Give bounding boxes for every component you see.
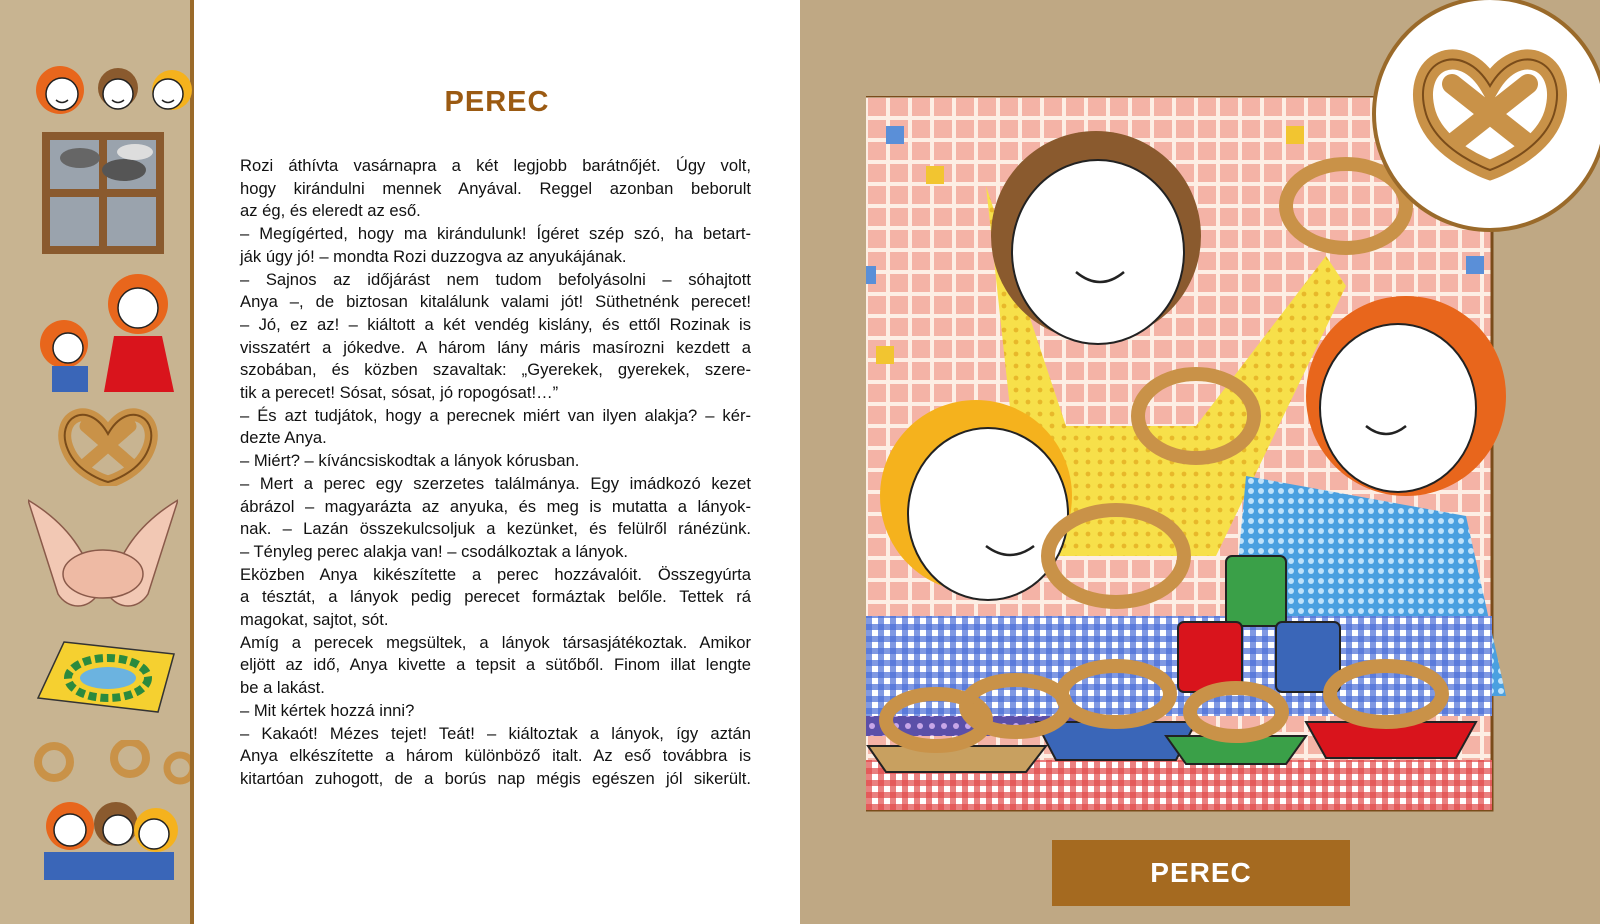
story-line: – Mert a perec egy szerzetes találmánya. Egy imádkozó kezet [240,473,751,493]
story-line: Amíg a perecek megsültek, a lányok társasjátékoztak. Amikor [240,632,751,652]
corner-pretzel-badge [1370,0,1600,234]
story-line: a tésztát, a lányok pedig perecet formáztak belőle. Tettek rá [240,587,751,607]
story-line: – Megígérted, hogy ma kirándulunk! Ígéret szép szó, ha betart- [240,224,751,244]
three-girls-icon [30,48,206,128]
story-line: hogy kirándulni mennek Anyával. Reggel azonban beborult [240,178,751,198]
caption-badge: PEREC [1052,840,1350,906]
story-line: tik a perecet! Sósat, sósat, jó ropogósat!…” [240,383,559,403]
left-icon-strip [0,0,194,924]
story-line: az ég, és eleredt az eső. [240,201,421,221]
story-line: be a lakást. [240,678,325,698]
arguing-girls-icon [34,266,184,396]
story-line: – Kakaót! Mézes tejet! Teát! – kiáltoztak a lányok, így aztán [240,723,751,743]
board-game-icon [34,632,184,718]
story-line: szobában, és közben szavaltak: „Gyerekek, gyerekek, szere- [240,360,751,380]
story-line: Anya –, de biztosan kitalálunk valami jót! Süthetnénk perecet! [240,292,751,312]
story-line: nak. – Lazán összekulcsoljuk a kezünket, és felülről ránézünk. [240,519,751,539]
story-text [240,155,751,791]
story-line: visszatért a jókedve. A három lány máris masírozni kezdett a [240,337,751,357]
story-page [194,0,800,924]
pretzel-icon [58,404,158,486]
folded-hands-icon [28,494,178,614]
story-line: kitartóan zuhogott, de a borús nap mégis egészen jól sikerült. [240,768,751,788]
story-line: ják úgy jó! – mondta Rozi duzzogva az anyukájának. [240,246,627,266]
story-line: Eközben Anya kikészítette a perec hozzávalóit. Összegyúrta [240,564,751,584]
story-line: eljött az idő, Anya kivette a tepsit a sütőből. Finom illat lengte [240,655,751,675]
rainy-window-icon [40,130,166,256]
story-line: – Jó, ez az! – kiáltott a két vendég kislány, és ettől Rozinak is [240,314,751,334]
story-line: – Sajnos az időjárást nem tudom befolyásolni – sóhajtott [240,269,751,289]
story-line: – Mit kértek hozzá inni? [240,700,415,720]
girls-with-pretzels-icon [30,740,190,880]
story-line: – És azt tudjátok, hogy a perecnek miért van ilyen alakja? – kér- [240,405,751,425]
story-line: Rozi áthívta vasárnapra a két legjobb barátnőjét. Úgy volt, [240,156,751,175]
story-line: dezte Anya. [240,428,327,448]
story-line: Anya elkészítette a három különböző italt. Az eső továbbra is [240,746,751,766]
story-line: magokat, sajtot, sót. [240,610,389,630]
story-line: – Tényleg perec alakja van! – csodálkoztak a lányok. [240,541,629,561]
story-line: ábrázol – magyarázta az anyuka, és meg is mutatta a lányok- [240,496,751,516]
page-title: PEREC [444,86,550,118]
story-line: – Miért? – kíváncsiskodtak a lányok kórusban. [240,451,580,471]
